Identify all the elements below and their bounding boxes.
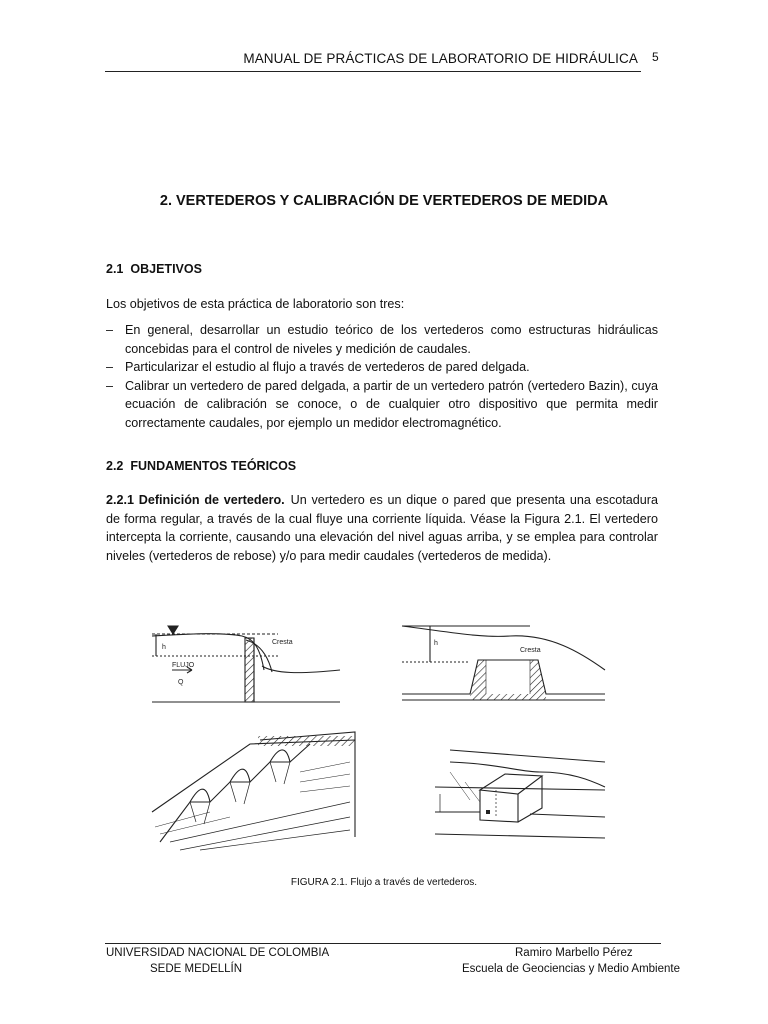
definition-text: Un vertedero es un dique o pared que presenta una escotadura de forma regular, a través de la cual fluye una corriente líquida. Véase la Figura 2.1. El vertedero intercepta la corriente, causando una elevación del nivel aguas arriba, y se emplea para controlar niveles (vertederos de rebose) y/o para medir caudales (vertederos de medida). [106,493,658,563]
head-label: h [162,644,166,651]
page-number: 5 [652,50,659,64]
section-heading-fundamentals [106,459,296,473]
objectives-intro: Los objetivos de esta práctica de laboratorio son tres: [106,297,405,311]
section-heading-objectives [106,262,202,276]
list-item: – En general, desarrollar un estudio teórico de los vertederos como estructuras hidráulicas concebidas para el control de niveles y medición de caudales. [106,321,658,358]
section-title: FUNDAMENTOS TEÓRICOS [130,459,297,473]
footer-school: Escuela de Geociencias y Medio Ambiente [462,963,680,975]
footer-campus: SEDE MEDELLÍN [150,963,243,975]
figure-caption: FIGURA 2.1. Flujo a través de vertederos. [290,877,478,888]
section-number: 2.1 [106,262,124,276]
footer-rule [105,943,661,944]
footer-university: UNIVERSIDAD NACIONAL DE COLOMBIA [106,947,330,959]
flow-label: FLUJO [172,662,195,669]
broad-crested-weir-perspective [435,750,605,838]
definition-paragraph [106,491,658,565]
header-title: MANUAL DE PRÁCTICAS DE LABORATORIO DE HIDRÁULICA [243,51,638,66]
labyrinth-weir-perspective [152,732,355,850]
crest-label: Cresta [272,639,293,646]
section-number: 2.2 [106,459,124,473]
discharge-label: Q [178,679,184,686]
definition-lead: 2.2.1 Definición de vertedero. [106,493,285,507]
list-item: – Particularizar el estudio al flujo a través de vertederos de pared delgada. [106,358,658,377]
chapter-title: 2. VERTEDEROS Y CALIBRACIÓN DE VERTEDEROS DE MEDIDA [159,193,609,209]
broad-crested-weir-diagram [402,626,605,700]
section-title: OBJETIVOS [130,262,202,276]
footer-author: Ramiro Marbello Pérez [515,947,633,959]
objectives-list [106,321,658,432]
weir-figure [150,612,610,852]
crest-label: Cresta [520,647,541,654]
list-item: – Calibrar un vertedero de pared delgada, a partir de un vertedero patrón (vertedero Bazin), cuya ecuación de calibración se conoce, o de cualquier otro dispositivo que permita medir correctamente caudales, por ejemplo un medidor electromagnético. [106,377,658,433]
header-rule [105,71,641,72]
head-label: h [434,640,438,647]
